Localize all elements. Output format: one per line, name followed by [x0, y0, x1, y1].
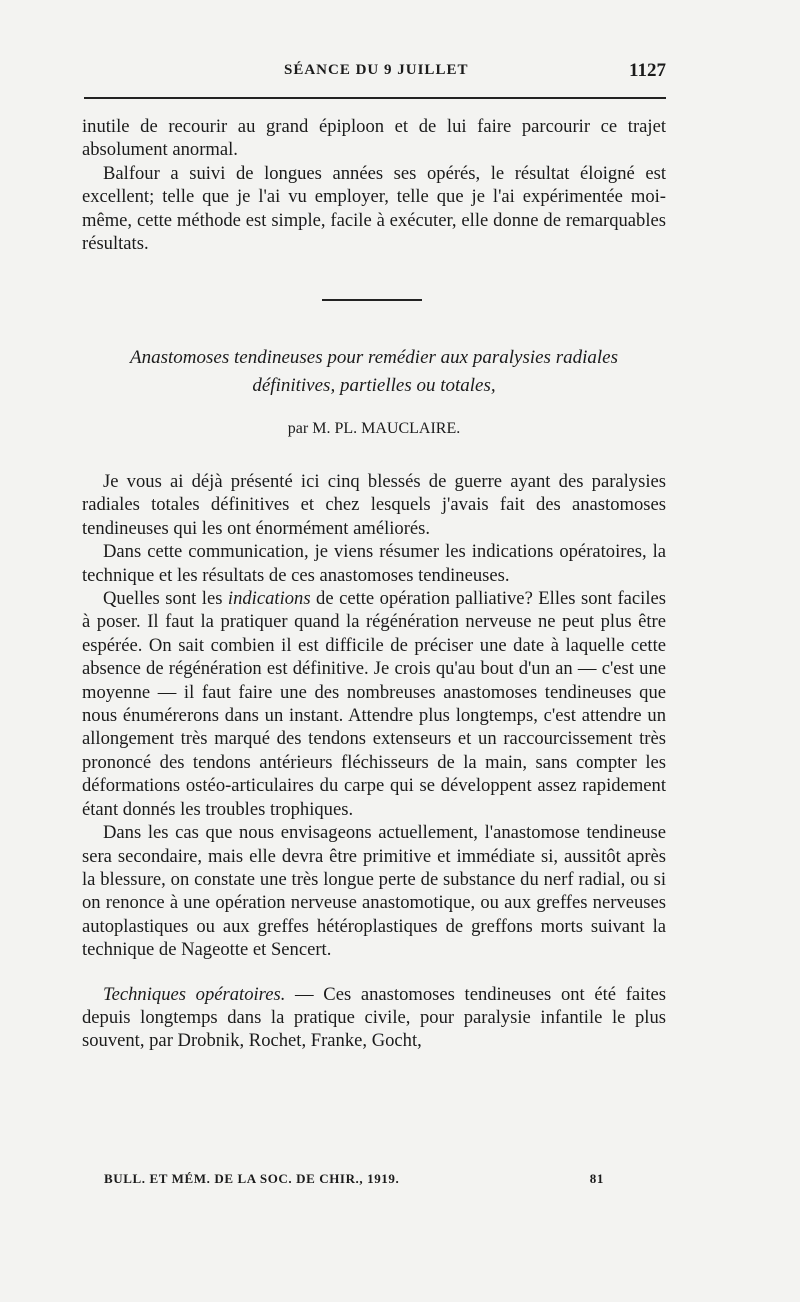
- article-title-line-2: définitives, partielles ou totales,: [252, 375, 496, 396]
- article-author: par M. PL. MAUCLAIRE.: [287, 420, 461, 437]
- body-paragraph-2: Dans cette communication, je viens résumer les indications opératoires, la technique et les résultats de ces anastomoses tendineuses.: [82, 541, 666, 586]
- body-paragraph-1: Je vous ai déjà présenté ici cinq blessés de guerre ayant des paralysies radiales totales définitives et chez lesquels j'avais fait des anastomoses tendineuses qui les ont énormément améliorés.: [82, 471, 666, 539]
- article-body: [82, 470, 666, 1053]
- emphasis-techniques: Techniques opératoires.: [103, 983, 286, 1005]
- body-paragraph-4: Dans les cas que nous envisageons actuellement, l'anastomose tendineuse sera secondaire, mais elle devra être primitive et immédiate si, aussitôt après la blessure, on constate une très longue perte de substance du nerf radial, ou si on renonce à une opération nerveuse anastomotique, ou aux greffes nerveuses autoplastiques ou aux greffes hétéroplastiques de greffons morts suivant la technique de Nageotte et Sencert.: [82, 822, 666, 961]
- running-header: [84, 62, 666, 86]
- journal-reference: BULL. ET MÉM. DE LA SOC. DE CHIR., 1919.: [104, 1171, 400, 1186]
- page-number: 1127: [629, 60, 666, 81]
- body-paragraph-3: Quelles sont les indications de cette opération palliative? Elles sont faciles à poser. Il faut la pratiquer quand la régénération nerveuse ne peut plus être espérée. On sait combien il est difficile de préciser une date à laquelle cette absence de régénération est définitive. Je crois qu'au bout d'un an — c'est une moyenne — il faut faire une des nombreuses anastomoses tendineuses que nous énumérerons dans un instant. Attendre plus longtemps, c'est attendre un allongement très marqué des tendons extenseurs et un raccourcissement très prononcé des tendons antérieurs fléchisseurs de la main, sans compter les déformations ostéo-articulaires du carpe qui se développent assez rapidement étant donnés les troubles trophiques.: [82, 588, 666, 820]
- article-title-line-1: Anastomoses tendineuses pour remédier aux paralysies radiales: [130, 347, 618, 368]
- intro-paragraph-2: Balfour a suivi de longues années ses opérés, le résultat éloigné est excellent; telle que je l'ai vu employer, telle que je l'ai expérimentée moi-même, cette méthode est simple, facile à exécuter, elle donne de remarquables résultats.: [82, 162, 666, 255]
- article-title: [82, 344, 666, 400]
- running-title: SÉANCE DU 9 JUILLET: [284, 62, 469, 78]
- intro-text: [82, 115, 666, 255]
- emphasis-indications: indications: [227, 588, 311, 610]
- page-footer: [104, 1171, 604, 1187]
- body-paragraph-5: Techniques opératoires. — Ces anastomoses tendineuses ont été faites depuis longtemps dans la pratique civile, pour paralysie infantile le plus souvent, par Drobnik, Rochet, Franke, Gocht,: [82, 983, 666, 1052]
- section-separator: [322, 299, 422, 301]
- intro-paragraph-1: inutile de recourir au grand épiploon et de lui faire parcourir ce trajet absolument anormal.: [82, 116, 666, 161]
- header-rule: [84, 97, 666, 99]
- signature-number: 81: [589, 1171, 604, 1186]
